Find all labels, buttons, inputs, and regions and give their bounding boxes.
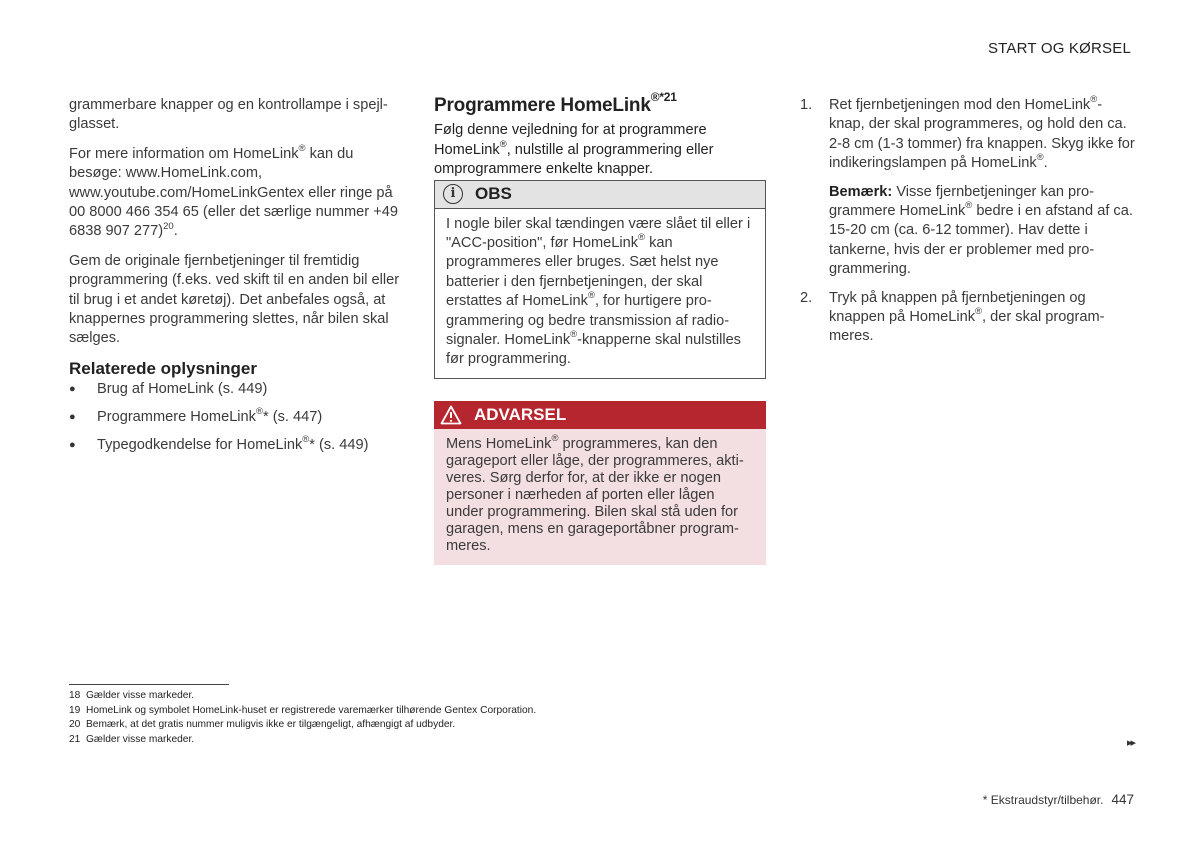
step-number: 2. [800, 289, 813, 306]
related-link-type-approval[interactable]: ● Typegodkendelse for HomeLink®* (s. 449) [69, 436, 403, 455]
footnote-ref: 20 [163, 220, 174, 232]
warning-box [434, 401, 766, 565]
step-item [800, 289, 1135, 347]
paragraph-continued: grammerbare knapper og en kontrollampe i spejl-glasset. [69, 97, 388, 133]
footnote: 19 HomeLink og symbolet HomeLink-huset er registrerede varemærker tilhørende Gentex Corporation. [69, 704, 537, 716]
paragraph-keep-remotes: Gem de originale fjernbetjeninger til fremtidig programmering (f.eks. ved skift til en anden bil eller til brug i et andet køretøj). Det anbefales også, at knappernes programmering slettes, når bilen skal sælges. [69, 252, 400, 347]
step-text: Ret fjernbetjeningen mod den HomeLink®-knap, der skal programmeres, og hold den ca. 2-8 cm (1-3 tommer) fra knappen. Skyg ikke for indikeringslampen på HomeLink®. [829, 94, 1135, 172]
footnote: 21 Gælder visse markeder. [69, 734, 195, 746]
section-header: START OG KØRSEL [987, 40, 1131, 57]
section-title: Programmere HomeLink$^{®*21}$ [434, 89, 677, 116]
related-heading: Relaterede oplysninger [69, 358, 258, 378]
step-text: Tryk på knappen på fjernbetjeningen og knappen på HomeLink®, der skal program-meres. [829, 289, 1105, 345]
footnotes [69, 689, 536, 748]
obs-note-header [435, 181, 765, 209]
intro-paragraph: Følg denne vejledning for at programmere HomeLink®, nulstille al programmering eller omprogrammere enkelte knapper. [434, 122, 714, 178]
footnote: 18 Gælder visse markeder. [69, 690, 195, 701]
column-right [800, 96, 1135, 356]
warning-title: ADVARSEL [474, 405, 567, 425]
continue-arrows-icon: ▸▸ [1126, 737, 1134, 749]
step-number: 1. [800, 97, 813, 113]
related-link-program-homelink[interactable]: ● Programmere HomeLink®* (s. 447) [69, 408, 403, 427]
accessory-note: * Ekstraudstyr/tilbehør. [982, 793, 1104, 807]
step-item [800, 96, 1135, 280]
warning-header [434, 401, 766, 429]
paragraph-more-info: For mere information om HomeLink® kan du besøge: www.HomeLink.com, www.youtube.com/HomeLinkGentex eller ringe på 00 8000 466 354 65 (eller det særlige nummer +49 6838 907 277)$^{20}$. [69, 142, 398, 240]
steps-list [800, 96, 1135, 347]
page-number: 447 [1111, 792, 1134, 807]
related-link-use-homelink[interactable]: ● Brug af HomeLink (s. 449) [69, 380, 403, 399]
footnote-divider [69, 684, 229, 685]
warning-triangle-icon [440, 405, 462, 425]
obs-note-body: I nogle biler skal tændingen være slået til eller i "ACC-position", før HomeLink® kan programmeres eller bruges. Sæt helst nye batterier i den fjernbetjeningen, der skal erstattes af HomeLink®, for hurtigere pro-grammering og bedre transmission af radio-signaler. HomeLink®-knapperne skal nulstilles før programmering. [446, 215, 751, 368]
page-footer [983, 792, 1134, 807]
related-list [69, 380, 403, 455]
column-middle [434, 89, 766, 565]
warning-body: Mens HomeLink® programmeres, kan den garageport eller låge, der programmeres, akti-veres. Sørg derfor for, at der ikke er nogen personer i nærheden af porten eller lågen under programmering. Bilen skal stå uden for garagen, mens en garageportåbner program-meres. [446, 433, 744, 554]
step-note: Bemærk: Visse fjernbetjeninger kan pro-grammere HomeLink® bedre i en afstand af ca. 15-20 cm (ca. 6-12 tommer). Hav dette i tankerne, hvis der er problemer med pro-grammering. [829, 183, 1133, 278]
footnote: 20 Bemærk, at det gratis nummer muligvis ikke er tilgængeligt, afhængigt af udbyder. [69, 719, 456, 731]
obs-note-title: OBS [475, 184, 512, 204]
info-icon: i [443, 184, 463, 204]
obs-note-box [434, 180, 766, 379]
column-left [69, 96, 403, 464]
